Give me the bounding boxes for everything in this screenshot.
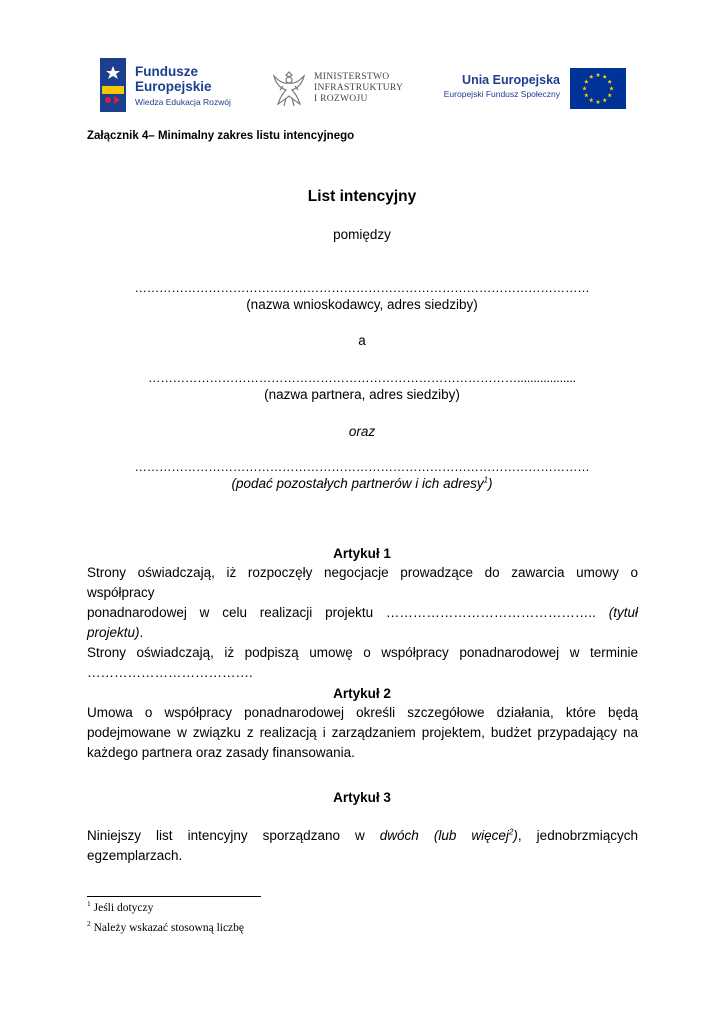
party3-label-close: ) [488, 476, 493, 491]
article1-line2-end: . [139, 625, 144, 640]
party3-fill-line: ………………………………………………………………………………………………… [134, 460, 590, 474]
document-title: List intencyjny [307, 188, 417, 205]
party3-label [87, 476, 637, 491]
article1-heading: Artykuł 1 [333, 546, 391, 561]
article1-line3: Strony oświadczają, iż podpiszą umowę o współpracy ponadnarodowej w terminie [87, 645, 638, 660]
article3-text-end: , jednobrzmiących egzemplarzach. [87, 828, 638, 863]
fundusze-europejskie-mark-icon [98, 56, 128, 114]
fe-logo-line2: Europejskie [135, 79, 212, 94]
article3-copies-close: ) [513, 828, 518, 843]
article2-body [87, 703, 638, 763]
ministry-line2: INFRASTRUKTURY [314, 83, 404, 93]
article3-body [87, 826, 638, 866]
article2-heading: Artykuł 2 [333, 686, 391, 701]
also-label: oraz [348, 424, 376, 439]
ministry-name [314, 72, 403, 105]
article3-copies-count: dwóch (lub więcej [379, 828, 509, 843]
eu-flag-icon [570, 68, 626, 109]
party1-fill-line: ………………………………………………………………………………………………… [134, 281, 590, 295]
header-logos [0, 0, 725, 120]
footnote-2-number: 2 [87, 919, 91, 929]
footnote-2-text: Należy wskazać stosowną liczbę [93, 922, 245, 934]
article1-project-title-hint: (tytuł projektu) [87, 605, 638, 640]
article1-line1: Strony oświadczają, iż rozpoczęły negocjacje prowadzące do zawarcia umowy o współpracy [87, 565, 638, 600]
eu-logo-line1: Unia Europejska [462, 73, 560, 87]
party3-label-text: (podać pozostałych partnerów i ich adresy [231, 476, 484, 491]
fe-logo-line3: Wiedza Edukacja Rozwój [135, 97, 231, 107]
ministry-line3: I ROZWOJU [314, 94, 368, 104]
footnote-1 [87, 899, 154, 914]
fe-logo-line1: Fundusze [135, 64, 198, 79]
and-label: a [358, 333, 366, 348]
footnote-ref-2[interactable]: 2 [508, 827, 514, 837]
article1-line2 [87, 603, 638, 643]
article1-body [87, 563, 638, 683]
footnote-1-number: 1 [87, 899, 91, 909]
ministry-line1: MINISTERSTWO [314, 72, 390, 82]
article2-line1: Umowa o współpracy ponadnarodowej określi szczegółowe działania, które będą [87, 705, 638, 720]
footnote-1-text: Jeśli dotyczy [93, 902, 154, 914]
party2-fill-line: ……………………………………………………………………………….................. [148, 371, 576, 385]
article1-line2-text: ponadnarodowej w celu realizacji projektu ……………………………………….. [87, 605, 609, 620]
party1-label: (nazwa wnioskodawcy, adres siedziby) [246, 297, 478, 312]
fundusze-europejskie-logo [98, 56, 238, 116]
article3-heading: Artykuł 3 [333, 790, 391, 805]
ministry-logo [272, 68, 412, 112]
article2-line3: każdego partnera oraz zasady finansowania. [87, 745, 355, 760]
annex-title: Załącznik 4– Minimalny zakres listu intencyjnego [87, 130, 355, 142]
party2-label: (nazwa partnera, adres siedziby) [264, 387, 460, 402]
eu-logo-line2: Europejski Fundusz Społeczny [443, 89, 560, 99]
footnote-2 [87, 919, 245, 934]
eu-logo-text [440, 73, 560, 100]
polish-eagle-icon [272, 68, 306, 110]
article2-line2: podejmowane w związku z realizacją i zarządzaniem projektem, budżet przypadający na [87, 725, 638, 740]
article1-line4: ………………………………. [87, 665, 253, 680]
footnote-ref-1[interactable]: 1 [483, 475, 489, 485]
between-label: pomiędzy [333, 227, 391, 242]
footnote-separator [87, 896, 261, 897]
article3-text-start: Niniejszy list intencyjny sporządzano w [87, 828, 380, 843]
